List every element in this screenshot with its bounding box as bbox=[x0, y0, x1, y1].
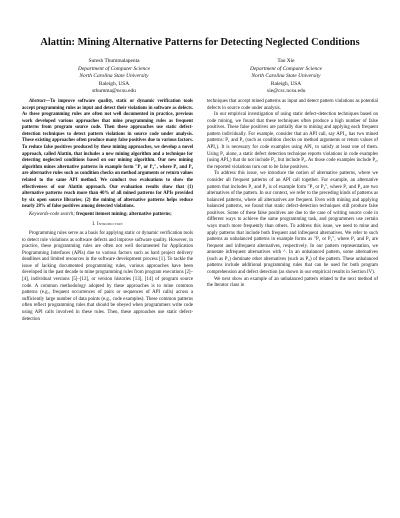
author-name: Suresh Thummalapenta bbox=[88, 58, 140, 64]
author-email: xie@csc.ncsu.edu bbox=[266, 88, 306, 95]
keywords bbox=[22, 212, 193, 219]
author-email: sthumma@ncsu.edu bbox=[92, 88, 136, 95]
body-paragraph: To address this issue, we introduce the notion of alternative patterns, where we consider all frequent patterns of an API call together. For example, an alternative pattern that includes P₁ and P₂ is of example form "P₁ or P₂", where P₁ and P₂ are two alternatives of the pattern. In our context, we refer to the preceding kinds of patterns as balanced patterns, where all alternatives are frequent. Even with mining and applying balanced patterns, we found that static defect-detection techniques still produce false positives. Some of these false positives are due to the case of writing source code in different ways to achieve the same programming task, and programmers use certain ways much more frequently than others. To address this issue, we need to mine and apply patterns that include both frequent and infrequent alternatives. We refer to such patterns as unbalanced patterns in example forms as "P₁ or P₂", where P₁ and P₂ are frequent and infrequent alternatives, respectively. In our pattern representation, we annotate infrequent alternatives with ^. In an unbalanced pattern, some alternatives (such as P₁) dominate other alternatives (such as P₂) of the pattern. These unbalanced patterns include additional programming rules that can be used for both program comprehension and defect detection (as shown in our empirical results in Section IV). bbox=[207, 171, 378, 276]
author-block bbox=[28, 58, 372, 96]
author-city: Raleigh, USA bbox=[270, 80, 302, 87]
paper-title: Alattin: Mining Alternative Patterns for Detecting Neglected Conditions bbox=[40, 37, 360, 48]
author-department: Department of Computer Science bbox=[77, 65, 150, 72]
abstract bbox=[22, 99, 193, 211]
author-2 bbox=[200, 58, 372, 96]
right-column bbox=[207, 99, 378, 290]
author-department: Department of Computer Science bbox=[249, 65, 322, 72]
body-paragraph: In our empirical investigation of using static defect-detection techniques based on code mining, we found that these techniques often produce a high number of false positives. These false positives are partially due to mining and applying each frequent pattern individually. For example, consider that an API call, say API₁, has two mined patterns: P₁ and P₂ (such as condition checks on method arguments or return values of API₁). It is necessary for code examples using API₁ to satisfy at least one of them. Using P₁ alone, a static defect detection technique reports violations in code examples (using API₁) that do not include P₁, but include P₂. As those code examples include P₂, the reported violations turn out to be false positives. bbox=[207, 112, 378, 170]
abstract-label: Abstract bbox=[29, 99, 46, 104]
body-paragraph: Programming rules serve as a basis for applying static or dynamic verification tools to detect rule violations as software defects and improve software quality. However, in practice, these programming rules are often not well documented for Application Programming Interfaces (APIs) due to various factors such as hard project delivery deadlines and limited resources in the software development process [1]. To tackle the issue of lacking documented programming rules, various approaches have been developed in the past decade to mine programming rules from program executions [2]–[4], individual versions [5]–[12], or version histories [13], [14] of program source code. A common methodology adopted by these approaches is to mine common patterns (e.g., frequent occurrences of pairs or sequences of API calls) across a sufficiently large number of data points (e.g., code examples). These common patterns often reflect programming rules that should be obeyed when programmers write code using API calls involved in these rules. Then, these approaches use static defect-detection bbox=[22, 230, 193, 322]
body-paragraph: techniques that accept mined patterns as input and detect pattern violations as potential defects in source code under analysis. bbox=[207, 99, 378, 111]
author-university: North Carolina State University bbox=[251, 73, 321, 80]
section-heading-introduction: I. Introduction bbox=[92, 222, 123, 228]
left-column bbox=[22, 99, 193, 323]
author-university: North Carolina State University bbox=[79, 73, 149, 80]
body-paragraph: We next show an example of an unbalanced pattern related to the next method of the Iterator class in bbox=[207, 276, 378, 289]
author-1 bbox=[28, 58, 200, 96]
abstract-text: —To improve software quality, static or dynamic verification tools accept programming rules as input and detect their violations in software as defects. As these programming rules are often not well documented in practice, previous work developed various approaches that mine programming rules as frequent patterns from program source code. Then these approaches use static defect-detection techniques to detect pattern violations in source code under analysis. These existing approaches often produce many false positives due to various factors. To reduce false positives produced by these mining approaches, we develop a novel approach, called Alattin, that includes a new mining algorithm and a technique for detecting neglected conditions based on our mining algorithm. Our new mining algorithm mines alternative patterns in example form "P₁ or P₂", where P₁ and P₂ are alternative rules such as condition checks on method arguments or return values related to the same API method. We conduct two evaluations to show the effectiveness of our Alattin approach. Our evaluation results show that (1) alternative patterns reach more than 40% of all mined patterns for APIs provided by six open source libraries; (2) the mining of alternative patterns helps reduce nearly 28% of false positives among detected violations. bbox=[22, 99, 193, 210]
author-name: Tao Xie bbox=[277, 58, 295, 64]
author-city: Raleigh, USA bbox=[98, 80, 130, 87]
keywords-text: frequent itemset mining; alternative patterns; bbox=[74, 211, 172, 217]
keywords-label: Keywords-code search; bbox=[29, 211, 75, 217]
